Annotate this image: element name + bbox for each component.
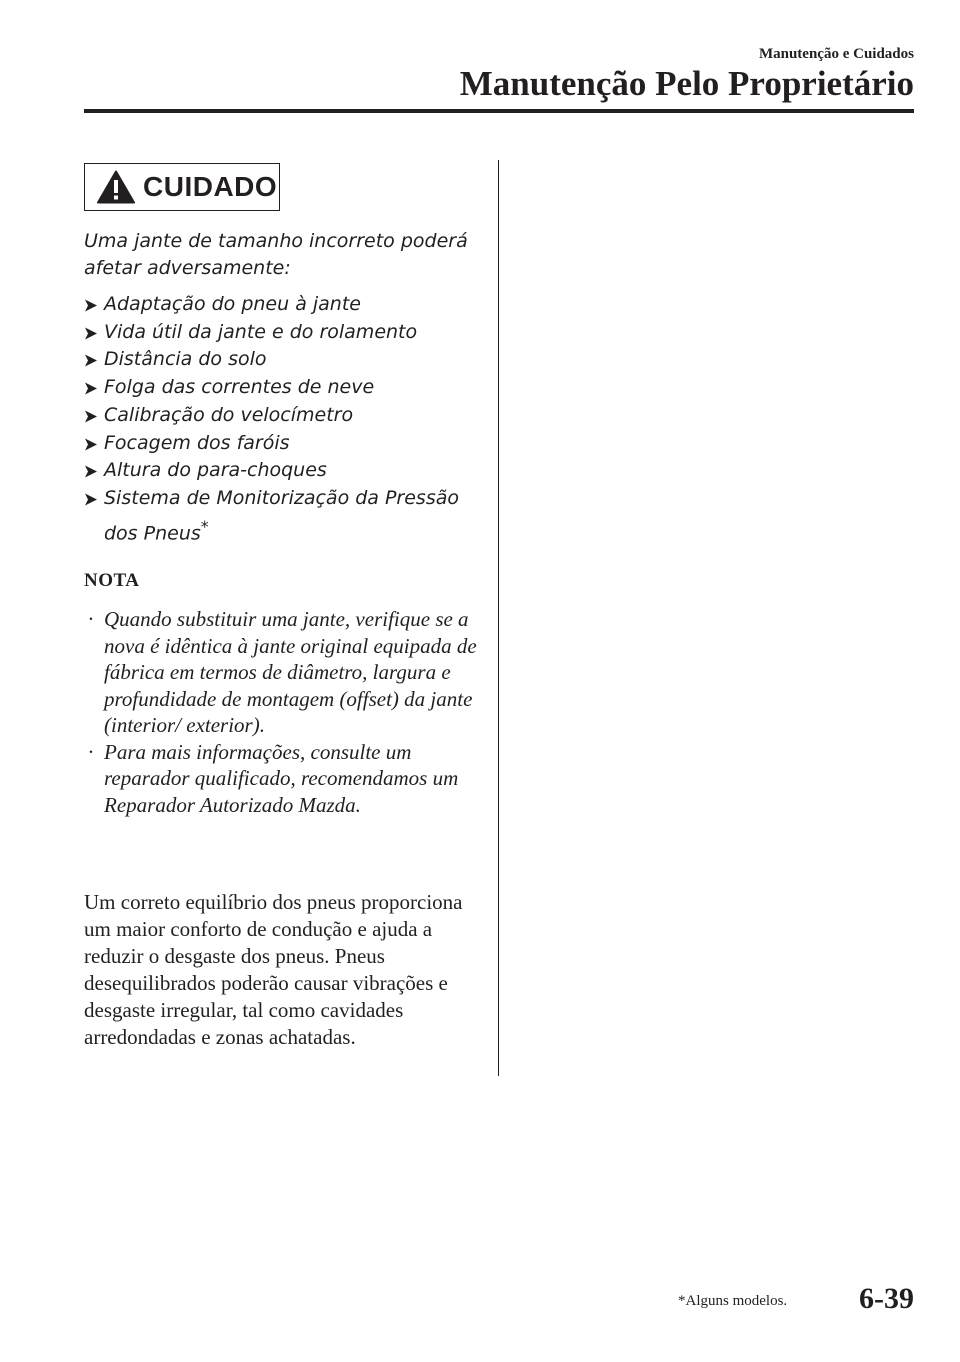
caution-intro: Uma jante de tamanho incorreto poderá afetar adversamente: <box>84 230 468 279</box>
list-item <box>84 457 484 485</box>
list-item-text: Calibração do velocímetro <box>104 403 354 426</box>
list-item-text: Adaptação do pneu à jante <box>104 293 361 315</box>
arrowhead-icon <box>84 410 98 423</box>
list-item-text: Vida útil da jante e do rolamento <box>104 320 418 343</box>
list-item <box>84 291 484 319</box>
note-list <box>84 606 484 818</box>
note-item-text: Para mais informações, consulte um reparador qualificado, recomendamos um Reparador Autorizado Mazda. <box>104 739 459 817</box>
arrowhead-icon <box>84 382 98 395</box>
list-item-text: Altura do para-choques <box>104 459 327 482</box>
section-header: Manutenção e Cuidados <box>758 46 914 62</box>
list-item <box>84 346 484 374</box>
list-item <box>84 402 484 430</box>
caution-box <box>84 163 280 211</box>
list-item <box>84 430 484 458</box>
caution-label: CUIDADO <box>143 171 278 202</box>
some-models-marker: * <box>200 516 209 536</box>
bullet-dot: · <box>88 739 94 764</box>
page-number: 6-39 <box>859 1282 914 1315</box>
column-divider <box>498 160 499 1076</box>
note-item-text: Quando substituir uma jante, verifique se a nova é idêntica à jante original equipada de fábrica em termos de diâmetro, largura e profundidade de montagem (offset) da jante (interior/ exterior). <box>104 607 477 737</box>
page-title: Manutenção Pelo Proprietário <box>459 64 914 103</box>
note-item <box>84 606 484 739</box>
arrowhead-icon <box>84 438 98 451</box>
list-item-text: Sistema de Monitorização da Pressão dos Pneus <box>104 486 459 544</box>
list-item <box>84 485 484 548</box>
note-label: NOTA <box>84 570 140 591</box>
body-paragraph: Um correto equilíbrio dos pneus proporciona um maior conforto de condução e ajuda a reduzir o desgaste dos pneus. Pneus desequilibrados poderão causar vibrações e desgaste irregular, tal como cavidades arredondadas e zonas achatadas. <box>84 890 463 1049</box>
list-item-text: Focagem dos faróis <box>104 431 290 454</box>
arrowhead-icon <box>84 299 98 312</box>
arrowhead-icon <box>84 465 98 478</box>
footnote: *Alguns modelos. <box>678 1293 788 1309</box>
header-rule <box>84 109 914 113</box>
list-item-text: Folga das correntes de neve <box>104 376 375 399</box>
list-item <box>84 319 484 347</box>
arrowhead-icon <box>84 493 98 506</box>
caution-list <box>84 291 484 548</box>
arrowhead-icon <box>84 327 98 340</box>
arrowhead-icon <box>84 354 98 367</box>
list-item <box>84 374 484 402</box>
list-item-text: Distância do solo <box>104 348 267 371</box>
note-item <box>84 739 484 819</box>
bullet-dot: · <box>88 607 94 631</box>
warning-triangle-icon <box>97 170 135 204</box>
